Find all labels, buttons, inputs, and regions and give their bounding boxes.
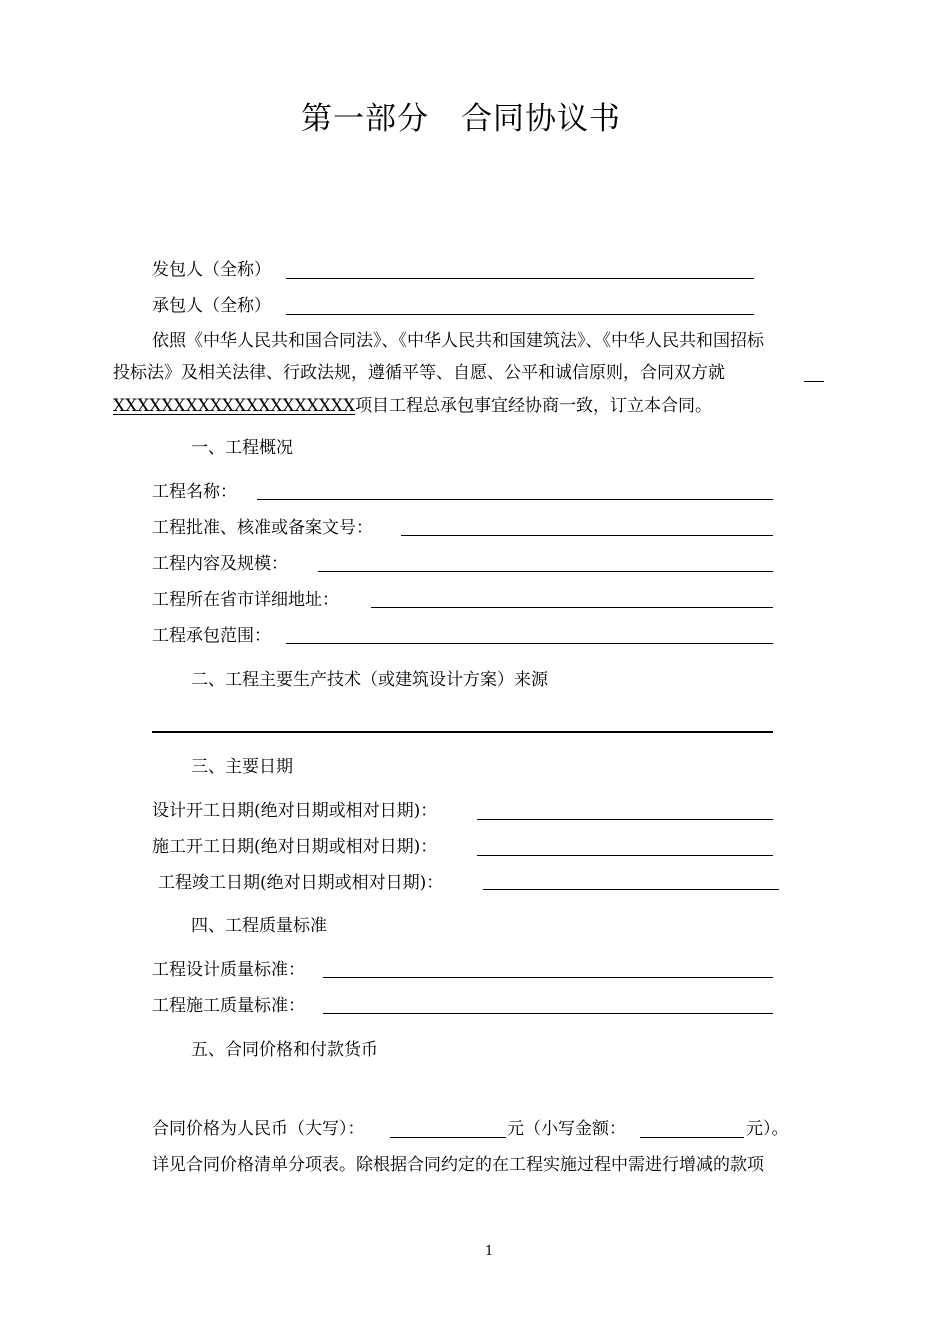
section-1-heading: 一、工程概况 [191,438,293,458]
construction-quality-label: 工程施工质量标准： [152,996,305,1016]
construction-start-input[interactable] [477,855,773,856]
contractor-label: 承包人（全称） [152,296,271,316]
intro-line-3 [113,396,712,416]
section-4-heading: 四、工程质量标准 [191,916,327,936]
page-number: 1 [485,1244,494,1259]
address-input[interactable] [371,607,773,608]
intro-line-1: 依照《中华人民共和国合同法》、《中华人民共和国建筑法》、《中华人民共和国招标 [152,331,764,351]
project-name-input[interactable] [257,499,773,500]
price-detail-text: 详见合同价格清单分项表。除根据合同约定的在工程实施过程中需进行增减的款项 [152,1155,764,1175]
scope-input[interactable] [286,643,773,644]
completion-date-input[interactable] [483,889,779,890]
section-3-heading: 三、主要日期 [191,757,293,777]
content-scale-label: 工程内容及规模： [152,554,288,574]
price-suffix: 元）。 [746,1119,789,1139]
section-5-heading: 五、合同价格和付款货币 [191,1040,378,1060]
construction-start-label: 施工开工日期(绝对日期或相对日期)： [152,837,438,857]
price-prefix: 合同价格为人民币（大写）： [152,1119,365,1139]
intro-line-2: 投标法》及相关法律、行政法规，遵循平等、自愿、公平和诚信原则，合同双方就 [113,363,725,383]
construction-quality-input[interactable] [323,1013,773,1014]
project-name-label: 工程名称： [152,482,237,502]
approval-number-label: 工程批准、核准或备案文号： [152,518,373,538]
contractor-name-field[interactable] [286,314,754,315]
design-quality-input[interactable] [323,977,773,978]
section-2-heading: 二、工程主要生产技术（或建筑设计方案）来源 [191,670,548,690]
project-name-field[interactable]: XXXXXXXXXXXXXXXXXXXX [113,396,356,416]
design-start-label: 设计开工日期(绝对日期或相对日期)： [152,801,438,821]
employer-label: 发包人（全称） [152,260,271,280]
price-mid: 元（小写金额： [507,1119,626,1139]
intro-line-3-suffix: 项目工程总承包事宜经协商一致，订立本合同。 [355,396,713,416]
price-uppercase-input[interactable] [390,1137,506,1138]
page-title: 第一部分 合同协议书 [301,101,621,137]
scope-label: 工程承包范围： [152,626,271,646]
completion-date-label: 工程竣工日期(绝对日期或相对日期)： [158,873,444,893]
price-lowercase-input[interactable] [640,1137,744,1138]
intro-blank [804,381,824,382]
employer-name-field[interactable] [286,278,754,279]
approval-number-input[interactable] [401,535,773,536]
address-label: 工程所在省市详细地址： [152,590,339,610]
design-quality-label: 工程设计质量标准： [152,960,305,980]
design-start-input[interactable] [477,819,773,820]
content-scale-input[interactable] [318,571,773,572]
technology-source-input[interactable] [152,731,773,733]
